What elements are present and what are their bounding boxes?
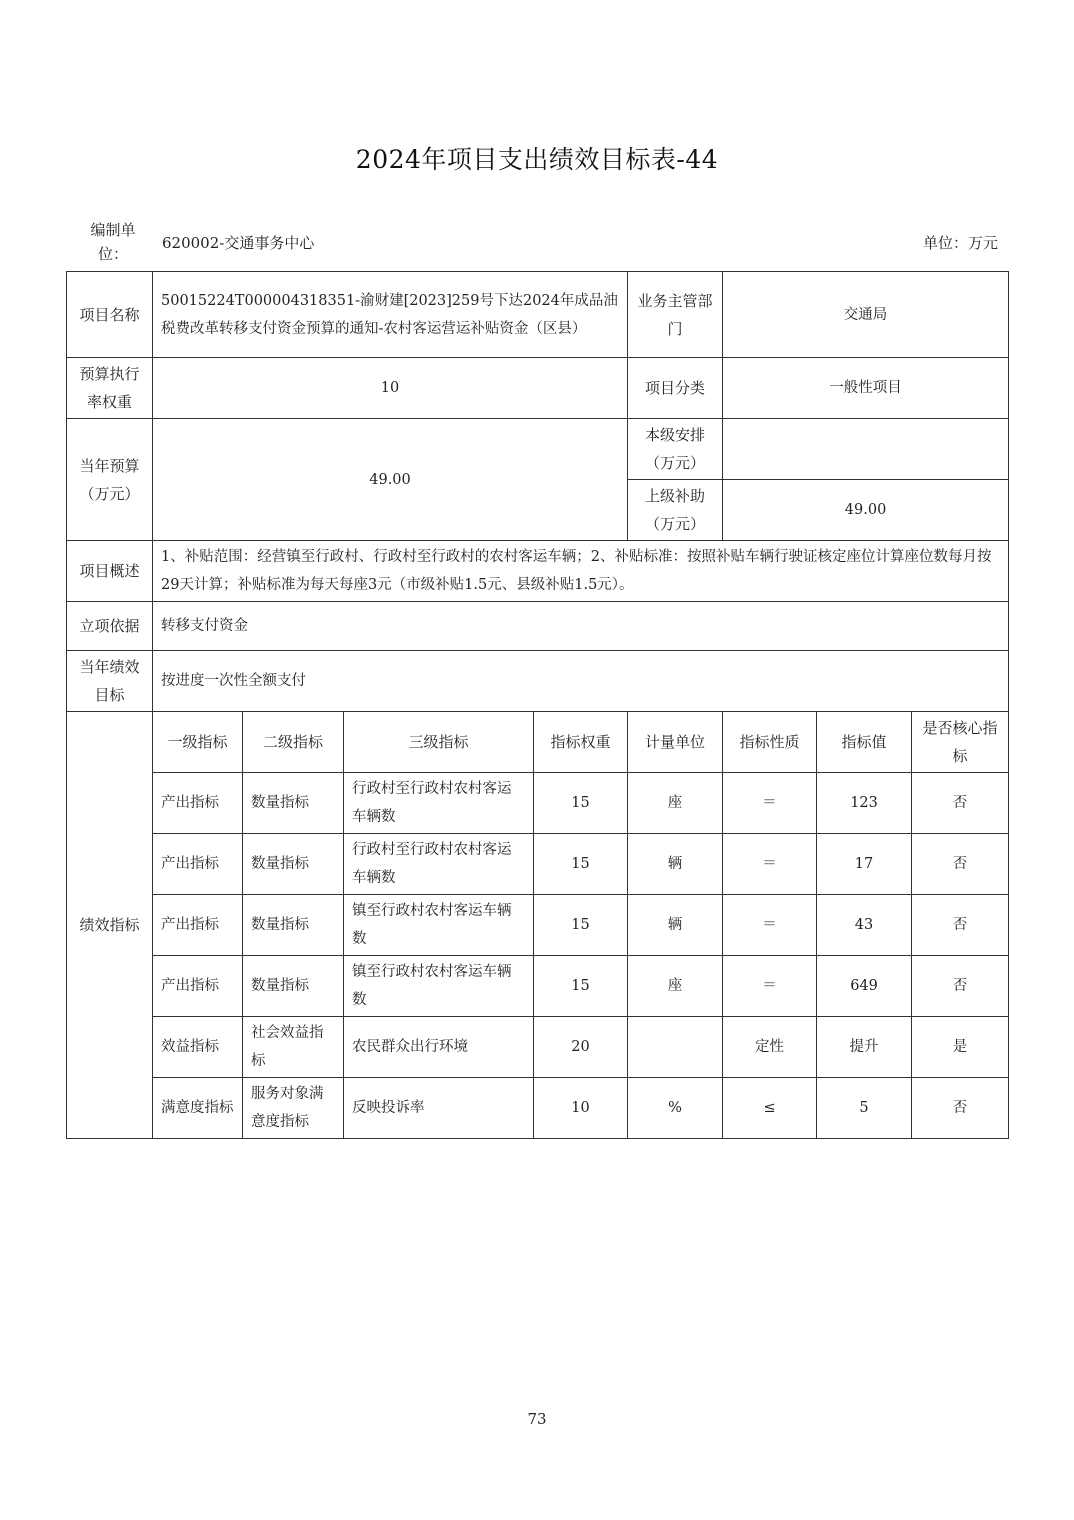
table-cell: 否 xyxy=(912,834,1009,895)
table-cell: ＝ xyxy=(723,773,817,834)
table-cell: 10 xyxy=(534,1078,628,1139)
table-cell: 提升 xyxy=(817,1017,912,1078)
basis-label: 立项依据 xyxy=(67,602,153,651)
overview-value: 1、补贴范围：经营镇至行政村、行政村至行政村的农村客运车辆；2、补贴标准：按照补贴车辆行驶证核定座位计算座位数每月按29天计算；补贴标准为每天每座3元（市级补贴1.5元、县级补贴1.5元）。 xyxy=(153,541,1009,602)
perf-label: 绩效指标 xyxy=(67,712,153,1139)
local-value xyxy=(723,419,1009,480)
currency-unit: 单位：万元 xyxy=(922,234,998,252)
col-header: 指标值 xyxy=(817,712,912,773)
col-header: 计量单位 xyxy=(628,712,723,773)
basis-value: 转移支付资金 xyxy=(153,602,1009,651)
table-cell: ＝ xyxy=(723,895,817,956)
table-cell: 农民群众出行环境 xyxy=(344,1017,534,1078)
col-header: 一级指标 xyxy=(153,712,243,773)
overview-label: 项目概述 xyxy=(67,541,153,602)
table-cell: 社会效益指标 xyxy=(243,1017,344,1078)
col-header: 指标性质 xyxy=(723,712,817,773)
table-cell: 15 xyxy=(534,956,628,1017)
upper-value: 49.00 xyxy=(723,480,1009,541)
table-cell: 数量指标 xyxy=(243,834,344,895)
table-cell: 定性 xyxy=(723,1017,817,1078)
table-cell: 17 xyxy=(817,834,912,895)
table-cell: ＝ xyxy=(723,956,817,1017)
table-cell: 5 xyxy=(817,1078,912,1139)
table-cell: 15 xyxy=(534,773,628,834)
category-value: 一般性项目 xyxy=(723,358,1009,419)
table-cell: 否 xyxy=(912,895,1009,956)
goal-value: 按进度一次性全额支付 xyxy=(153,651,1009,712)
table-row xyxy=(67,956,1009,1017)
col-header: 三级指标 xyxy=(344,712,534,773)
table-cell: % xyxy=(628,1078,723,1139)
table-cell: 辆 xyxy=(628,834,723,895)
table-cell: 座 xyxy=(628,773,723,834)
table-cell: 数量指标 xyxy=(243,773,344,834)
page-number: 73 xyxy=(527,1410,547,1428)
table-cell: 数量指标 xyxy=(243,956,344,1017)
table-cell: ≤ xyxy=(723,1078,817,1139)
table-cell: 服务对象满意度指标 xyxy=(243,1078,344,1139)
table-cell: 数量指标 xyxy=(243,895,344,956)
table-cell: 否 xyxy=(912,773,1009,834)
table-cell: 满意度指标 xyxy=(153,1078,243,1139)
unit-value: 620002-交通事务中心 xyxy=(162,234,315,252)
project-name-label: 项目名称 xyxy=(67,272,153,358)
table-row xyxy=(67,1017,1009,1078)
goal-label: 当年绩效目标 xyxy=(67,651,153,712)
table-row xyxy=(67,895,1009,956)
table-cell: 否 xyxy=(912,956,1009,1017)
col-header: 指标权重 xyxy=(534,712,628,773)
project-name-value: 50015224T000004318351-渝财建[2023]259号下达2024年成品油税费改革转移支付资金预算的通知-农村客运营运补贴资金（区县） xyxy=(153,272,628,358)
table-cell xyxy=(628,1017,723,1078)
table-cell: ＝ xyxy=(723,834,817,895)
table-row xyxy=(67,834,1009,895)
dept-value: 交通局 xyxy=(723,272,1009,358)
weight-value: 10 xyxy=(153,358,628,419)
table-cell: 是 xyxy=(912,1017,1009,1078)
upper-label: 上级补助（万元） xyxy=(628,480,723,541)
table-cell: 座 xyxy=(628,956,723,1017)
table-cell: 反映投诉率 xyxy=(344,1078,534,1139)
table-cell: 20 xyxy=(534,1017,628,1078)
table-cell: 否 xyxy=(912,1078,1009,1139)
col-header: 是否核心指标 xyxy=(912,712,1009,773)
unit-label: 编制单位： xyxy=(90,221,136,263)
table-cell: 43 xyxy=(817,895,912,956)
table-cell: 效益指标 xyxy=(153,1017,243,1078)
performance-table xyxy=(66,271,1009,1139)
table-cell: 产出指标 xyxy=(153,834,243,895)
table-cell: 15 xyxy=(534,834,628,895)
dept-label: 业务主管部门 xyxy=(628,272,723,358)
table-cell: 行政村至行政村农村客运车辆数 xyxy=(344,834,534,895)
table-cell: 镇至行政村农村客运车辆数 xyxy=(344,895,534,956)
table-cell: 123 xyxy=(817,773,912,834)
budget-label: 当年预算（万元） xyxy=(67,419,153,541)
table-row xyxy=(67,773,1009,834)
table-cell: 产出指标 xyxy=(153,956,243,1017)
table-cell: 产出指标 xyxy=(153,773,243,834)
weight-label: 预算执行率权重 xyxy=(67,358,153,419)
budget-value: 49.00 xyxy=(153,419,628,541)
local-label: 本级安排（万元） xyxy=(628,419,723,480)
col-header: 二级指标 xyxy=(243,712,344,773)
table-row xyxy=(67,1078,1009,1139)
page-title: 2024年项目支出绩效目标表-44 xyxy=(355,145,719,174)
category-label: 项目分类 xyxy=(628,358,723,419)
table-cell: 649 xyxy=(817,956,912,1017)
table-cell: 产出指标 xyxy=(153,895,243,956)
table-cell: 辆 xyxy=(628,895,723,956)
table-cell: 镇至行政村农村客运车辆数 xyxy=(344,956,534,1017)
table-cell: 15 xyxy=(534,895,628,956)
table-cell: 行政村至行政村农村客运车辆数 xyxy=(344,773,534,834)
